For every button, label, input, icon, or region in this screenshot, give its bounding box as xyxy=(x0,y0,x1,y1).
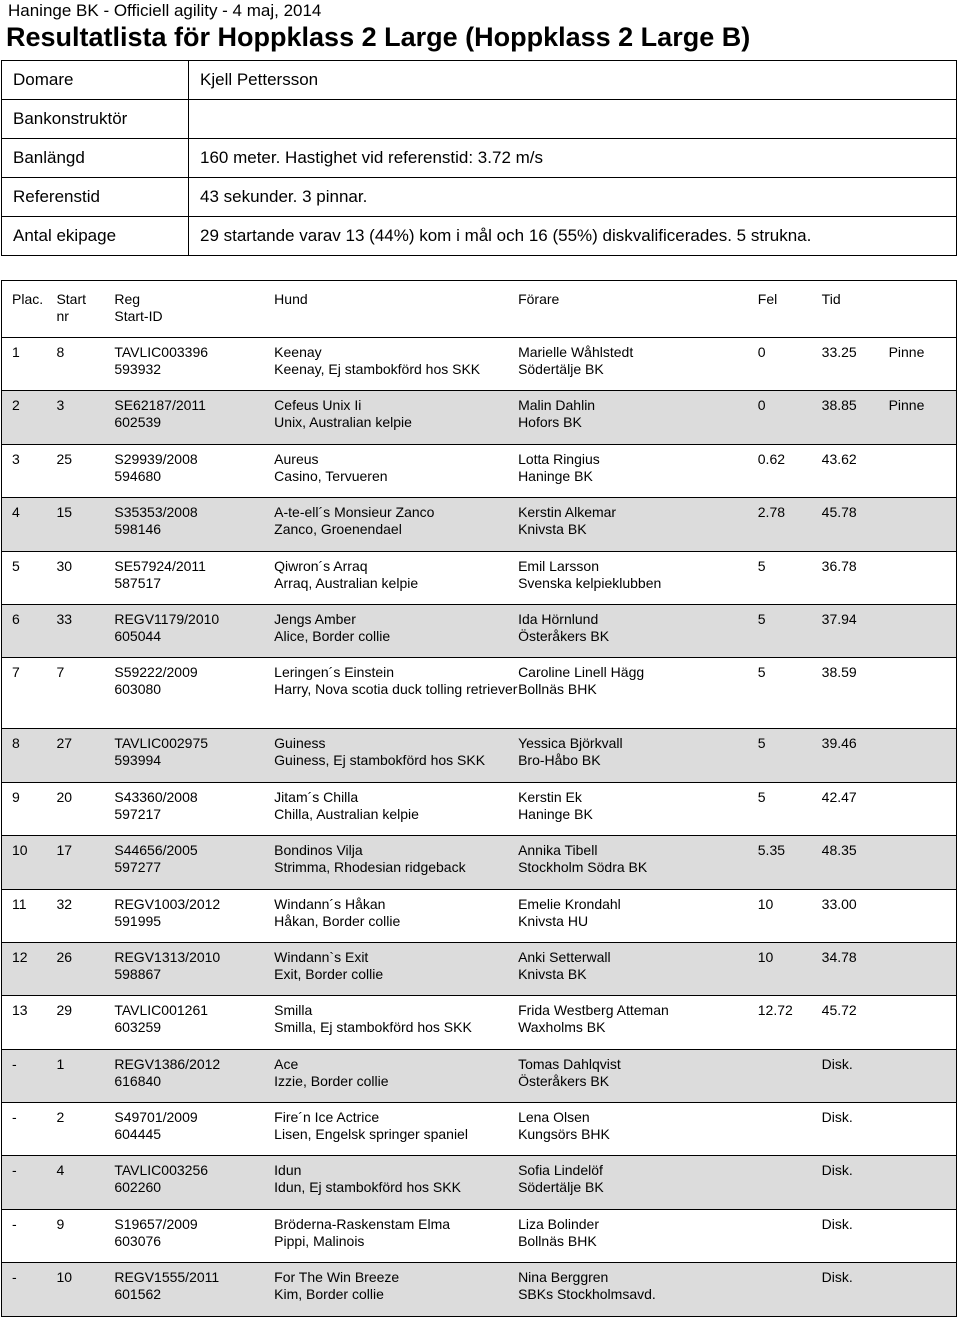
cell-plac: - xyxy=(2,1103,57,1156)
dog-name: Cefeus Unix Ii xyxy=(274,397,362,414)
cell-note xyxy=(889,782,957,835)
cell-fel: 0 xyxy=(758,338,822,391)
reg-number: REGV1555/2011 xyxy=(114,1269,220,1286)
col-header-tid: Tid xyxy=(822,281,889,338)
cell-fel: 5 xyxy=(758,782,822,835)
start-id: 603076 xyxy=(114,1232,162,1249)
cell-dog xyxy=(274,338,518,391)
col-header-note xyxy=(889,281,957,338)
cell-reg xyxy=(114,551,274,604)
start-id: 601562 xyxy=(114,1286,162,1303)
dog-name: Aureus xyxy=(274,450,319,467)
col-header-forare: Förare xyxy=(518,281,758,338)
cell-note xyxy=(889,1209,957,1262)
handler-name: Annika Tibell xyxy=(518,842,598,859)
cell-tid: Disk. xyxy=(822,1209,889,1262)
cell-start: 9 xyxy=(56,1209,114,1262)
dog-name: Idun xyxy=(274,1162,302,1179)
reg-number: S35353/2008 xyxy=(114,504,198,521)
reg-number: SE57924/2011 xyxy=(114,557,206,574)
cell-plac: - xyxy=(2,1263,57,1316)
cell-start: 2 xyxy=(56,1103,114,1156)
cell-tid: 48.35 xyxy=(822,836,889,889)
dog-details: Unix, Australian kelpie xyxy=(274,414,412,431)
start-id: 593932 xyxy=(114,361,162,377)
cell-note xyxy=(889,1103,957,1156)
reg-number: REGV1386/2012 xyxy=(114,1055,221,1072)
dog-details: Smilla, Ej stambokförd hos SKK xyxy=(274,1019,472,1036)
info-label: Referenstid xyxy=(2,178,189,217)
dog-name: Smilla xyxy=(274,1002,313,1019)
start-id: 602260 xyxy=(114,1179,162,1196)
dog-details: Exit, Border collie xyxy=(274,965,384,982)
cell-plac: 10 xyxy=(2,836,57,889)
dog-name: Bröderna-Raskenstam Elma xyxy=(274,1215,451,1232)
table-row xyxy=(2,338,957,391)
dog-name: Qiwron´s Arraq xyxy=(274,557,368,574)
cell-reg xyxy=(114,782,274,835)
cell-start: 27 xyxy=(56,729,114,782)
handler-name: Malin Dahlin xyxy=(518,397,596,414)
cell-start: 17 xyxy=(56,836,114,889)
table-row xyxy=(2,1049,957,1102)
info-label: Domare xyxy=(2,61,189,100)
cell-handler xyxy=(518,1103,758,1156)
dog-details: Harry, Nova scotia duck tolling retriever xyxy=(274,681,518,698)
handler-club: Waxholms BK xyxy=(518,1019,606,1036)
start-id: 603080 xyxy=(114,681,162,698)
info-value xyxy=(189,100,957,139)
cell-note xyxy=(889,729,957,782)
page-title: Resultatlista för Hoppklass 2 Large (Hoppklass 2 Large B) xyxy=(6,22,751,52)
handler-name: Lotta Ringius xyxy=(518,450,600,467)
table-row xyxy=(2,604,957,657)
dog-name: Jengs Amber xyxy=(274,610,356,627)
start-id: 594680 xyxy=(114,467,162,484)
handler-name: Kerstin Ek xyxy=(518,788,582,805)
cell-start: 15 xyxy=(56,498,114,551)
table-row xyxy=(2,1156,957,1209)
cell-reg xyxy=(114,1263,274,1316)
handler-name: Yessica Björkvall xyxy=(518,735,623,752)
cell-reg xyxy=(114,338,274,391)
cell-note: Pinne xyxy=(889,391,957,444)
cell-start: 25 xyxy=(56,444,114,497)
reg-number: S29939/2008 xyxy=(114,450,198,467)
cell-dog xyxy=(274,658,518,729)
reg-number: REGV1003/2012 xyxy=(114,895,221,912)
cell-plac: 11 xyxy=(2,889,57,942)
handler-name: Caroline Linell Hägg xyxy=(518,664,645,681)
cell-tid: 39.46 xyxy=(822,729,889,782)
dog-name: Keenay xyxy=(274,344,322,360)
dog-name: Windann´s Håkan xyxy=(274,895,386,912)
cell-reg xyxy=(114,1049,274,1102)
reg-number: S44656/2005 xyxy=(114,842,198,859)
dog-name: Ace xyxy=(274,1055,299,1072)
cell-handler xyxy=(518,782,758,835)
start-id: 593994 xyxy=(114,752,162,769)
cell-dog xyxy=(274,889,518,942)
cell-plac: 9 xyxy=(2,782,57,835)
cell-tid: Disk. xyxy=(822,1049,889,1102)
dog-details: Lisen, Engelsk springer spaniel xyxy=(274,1126,468,1143)
cell-dog xyxy=(274,1103,518,1156)
cell-reg xyxy=(114,996,274,1049)
cell-fel: 5 xyxy=(758,729,822,782)
cell-tid: 42.47 xyxy=(822,782,889,835)
cell-plac: 2 xyxy=(2,391,57,444)
handler-club: Bollnäs BHK xyxy=(518,1232,597,1249)
cell-start: 7 xyxy=(56,658,114,729)
cell-note xyxy=(889,1156,957,1209)
results-table xyxy=(1,280,957,1317)
cell-fel xyxy=(758,1103,822,1156)
info-value: Kjell Pettersson xyxy=(189,61,957,100)
competition-info-table xyxy=(1,60,957,256)
handler-name: Sofia Lindelöf xyxy=(518,1162,603,1179)
cell-dog xyxy=(274,1049,518,1102)
cell-tid: Disk. xyxy=(822,1263,889,1316)
cell-note: Pinne xyxy=(889,338,957,391)
cell-plac: 12 xyxy=(2,942,57,995)
handler-club: Österåkers BK xyxy=(518,627,610,644)
info-value: 160 meter. Hastighet vid referenstid: 3.72 m/s xyxy=(189,139,957,178)
start-id: 598867 xyxy=(114,965,162,982)
reg-number: SE62187/2011 xyxy=(114,397,206,414)
table-row xyxy=(2,889,957,942)
table-row xyxy=(2,444,957,497)
results-header-row xyxy=(2,281,957,338)
info-row xyxy=(2,100,957,139)
handler-club: Bro-Håbo BK xyxy=(518,752,601,769)
cell-handler xyxy=(518,604,758,657)
cell-start: 3 xyxy=(56,391,114,444)
cell-handler xyxy=(518,942,758,995)
handler-name: Anki Setterwall xyxy=(518,948,611,965)
cell-start: 1 xyxy=(56,1049,114,1102)
cell-note xyxy=(889,498,957,551)
dog-details: Idun, Ej stambokförd hos SKK xyxy=(274,1179,461,1196)
info-label: Banlängd xyxy=(2,139,189,178)
info-row xyxy=(2,178,957,217)
cell-dog xyxy=(274,391,518,444)
handler-name: Marielle Wåhlstedt xyxy=(518,344,634,360)
cell-dog xyxy=(274,729,518,782)
cell-plac: 6 xyxy=(2,604,57,657)
cell-tid: 33.25 xyxy=(822,338,889,391)
cell-handler xyxy=(518,889,758,942)
handler-club: Södertälje BK xyxy=(518,361,604,377)
dog-details: Keenay, Ej stambokförd hos SKK xyxy=(274,361,481,377)
cell-note xyxy=(889,444,957,497)
cell-dog xyxy=(274,1156,518,1209)
cell-dog xyxy=(274,942,518,995)
cell-handler xyxy=(518,498,758,551)
dog-name: Bondinos Vilja xyxy=(274,842,363,859)
cell-plac: 8 xyxy=(2,729,57,782)
handler-name: Frida Westberg Atteman xyxy=(518,1002,669,1019)
start-id: 587517 xyxy=(114,574,162,591)
cell-start: 33 xyxy=(56,604,114,657)
cell-fel: 2.78 xyxy=(758,498,822,551)
handler-club: Bollnäs BHK xyxy=(518,681,597,698)
dog-name: Windann`s Exit xyxy=(274,948,369,965)
start-id: 616840 xyxy=(114,1072,162,1089)
cell-dog xyxy=(274,1209,518,1262)
cell-fel: 12.72 xyxy=(758,996,822,1049)
start-id: 591995 xyxy=(114,912,162,929)
start-id: 604445 xyxy=(114,1126,162,1143)
cell-start: 20 xyxy=(56,782,114,835)
start-id: 597217 xyxy=(114,805,162,822)
cell-tid: 38.85 xyxy=(822,391,889,444)
cell-start: 26 xyxy=(56,942,114,995)
cell-dog xyxy=(274,604,518,657)
cell-plac: 3 xyxy=(2,444,57,497)
reg-number: S59222/2009 xyxy=(114,664,198,681)
cell-tid: 37.94 xyxy=(822,604,889,657)
dog-name: A-te-ell´s Monsieur Zanco xyxy=(274,504,435,521)
cell-reg xyxy=(114,1103,274,1156)
cell-note xyxy=(889,604,957,657)
cell-start: 29 xyxy=(56,996,114,1049)
cell-reg xyxy=(114,604,274,657)
cell-plac: 7 xyxy=(2,658,57,729)
cell-reg xyxy=(114,498,274,551)
cell-plac: 5 xyxy=(2,551,57,604)
dog-details: Pippi, Malinois xyxy=(274,1232,365,1249)
handler-name: Emil Larsson xyxy=(518,557,599,574)
handler-name: Emelie Krondahl xyxy=(518,895,621,912)
event-subtitle: Haninge BK - Officiell agility - 4 maj, 2014 xyxy=(8,1,322,20)
cell-reg xyxy=(114,942,274,995)
handler-club: Hofors BK xyxy=(518,414,582,431)
cell-tid: 45.72 xyxy=(822,996,889,1049)
cell-start: 10 xyxy=(56,1263,114,1316)
handler-club: Österåkers BK xyxy=(518,1072,610,1089)
cell-dog xyxy=(274,782,518,835)
cell-reg xyxy=(114,729,274,782)
cell-note xyxy=(889,996,957,1049)
cell-dog xyxy=(274,498,518,551)
handler-club: Knivsta BK xyxy=(518,965,587,982)
cell-fel xyxy=(758,1263,822,1316)
handler-club: Kungsörs BHK xyxy=(518,1126,610,1143)
cell-fel: 5 xyxy=(758,604,822,657)
start-id: 602539 xyxy=(114,414,162,431)
cell-fel xyxy=(758,1049,822,1102)
cell-handler xyxy=(518,444,758,497)
dog-details: Zanco, Groenendael xyxy=(274,521,402,538)
cell-handler xyxy=(518,551,758,604)
cell-plac: 4 xyxy=(2,498,57,551)
cell-plac: 1 xyxy=(2,338,57,391)
handler-name: Liza Bolinder xyxy=(518,1215,599,1232)
handler-club: Knivsta BK xyxy=(518,521,587,538)
handler-club: Haninge BK xyxy=(518,467,593,484)
cell-tid: 38.59 xyxy=(822,658,889,729)
table-row xyxy=(2,1209,957,1262)
table-row xyxy=(2,996,957,1049)
cell-handler xyxy=(518,996,758,1049)
info-label: Bankonstruktör xyxy=(2,100,189,139)
cell-plac: - xyxy=(2,1209,57,1262)
handler-club: Södertälje BK xyxy=(518,1179,604,1196)
reg-number: TAVLIC003396 xyxy=(114,344,209,360)
dog-details: Guiness, Ej stambokförd hos SKK xyxy=(274,752,486,769)
cell-fel xyxy=(758,1156,822,1209)
col-header-fel: Fel xyxy=(758,281,822,338)
dog-details: Casino, Tervueren xyxy=(274,467,388,484)
cell-tid: 34.78 xyxy=(822,942,889,995)
table-row xyxy=(2,498,957,551)
cell-plac: - xyxy=(2,1049,57,1102)
handler-club: Knivsta HU xyxy=(518,912,589,929)
dog-details: Kim, Border collie xyxy=(274,1286,384,1303)
table-row xyxy=(2,782,957,835)
info-label: Antal ekipage xyxy=(2,217,189,256)
cell-handler xyxy=(518,391,758,444)
cell-start: 30 xyxy=(56,551,114,604)
reg-number: S49701/2009 xyxy=(114,1109,198,1126)
table-row xyxy=(2,729,957,782)
reg-number: TAVLIC003256 xyxy=(114,1162,209,1179)
cell-fel xyxy=(758,1209,822,1262)
cell-fel: 10 xyxy=(758,942,822,995)
reg-number: REGV1179/2010 xyxy=(114,610,220,627)
col-header-start: Start nr xyxy=(56,281,114,338)
table-row xyxy=(2,551,957,604)
cell-handler xyxy=(518,1156,758,1209)
dog-details: Alice, Border collie xyxy=(274,627,391,644)
cell-fel: 0.62 xyxy=(758,444,822,497)
cell-note xyxy=(889,1049,957,1102)
cell-handler xyxy=(518,1049,758,1102)
dog-details: Izzie, Border collie xyxy=(274,1072,389,1089)
cell-tid: 33.00 xyxy=(822,889,889,942)
handler-name: Kerstin Alkemar xyxy=(518,504,617,521)
cell-fel: 10 xyxy=(758,889,822,942)
cell-tid: 45.78 xyxy=(822,498,889,551)
handler-club: SBKs Stockholmsavd. xyxy=(518,1286,656,1303)
handler-name: Tomas Dahlqvist xyxy=(518,1055,621,1072)
reg-number: S19657/2009 xyxy=(114,1215,198,1232)
cell-start: 32 xyxy=(56,889,114,942)
cell-note xyxy=(889,1263,957,1316)
start-id: 597277 xyxy=(114,859,162,876)
cell-note xyxy=(889,836,957,889)
info-row xyxy=(2,139,957,178)
cell-fel: 5 xyxy=(758,551,822,604)
table-row xyxy=(2,391,957,444)
reg-number: S43360/2008 xyxy=(114,788,198,805)
reg-number: REGV1313/2010 xyxy=(114,948,221,965)
cell-reg xyxy=(114,1209,274,1262)
cell-reg xyxy=(114,1156,274,1209)
info-value: 43 sekunder. 3 pinnar. xyxy=(189,178,957,217)
col-header-plac: Plac. xyxy=(2,281,57,338)
cell-handler xyxy=(518,658,758,729)
cell-fel: 5.35 xyxy=(758,836,822,889)
cell-dog xyxy=(274,444,518,497)
handler-name: Lena Olsen xyxy=(518,1109,590,1126)
handler-club: Svenska kelpieklubben xyxy=(518,574,662,591)
table-row xyxy=(2,1103,957,1156)
cell-tid: Disk. xyxy=(822,1103,889,1156)
dog-details: Strimma, Rhodesian ridgeback xyxy=(274,859,466,876)
cell-dog xyxy=(274,551,518,604)
cell-reg xyxy=(114,836,274,889)
reg-number: TAVLIC001261 xyxy=(114,1002,209,1019)
info-row xyxy=(2,217,957,256)
handler-club: Haninge BK xyxy=(518,805,593,822)
cell-reg xyxy=(114,658,274,729)
table-row xyxy=(2,942,957,995)
cell-note xyxy=(889,942,957,995)
cell-start: 8 xyxy=(56,338,114,391)
cell-reg xyxy=(114,444,274,497)
table-row xyxy=(2,836,957,889)
cell-note xyxy=(889,658,957,729)
start-id: 598146 xyxy=(114,521,162,538)
cell-tid: 43.62 xyxy=(822,444,889,497)
cell-dog xyxy=(274,996,518,1049)
col-header-reg: Reg Start-ID xyxy=(114,281,274,338)
handler-club: Stockholm Södra BK xyxy=(518,859,648,876)
info-value: 29 startande varav 13 (44%) kom i mål och 16 (55%) diskvalificerades. 5 strukna. xyxy=(189,217,957,256)
handler-name: Ida Hörnlund xyxy=(518,610,599,627)
cell-handler xyxy=(518,1209,758,1262)
dog-name: For The Win Breeze xyxy=(274,1269,400,1286)
table-row xyxy=(2,1263,957,1316)
start-id: 603259 xyxy=(114,1019,162,1036)
cell-handler xyxy=(518,338,758,391)
handler-name: Nina Berggren xyxy=(518,1269,609,1286)
cell-fel: 0 xyxy=(758,391,822,444)
cell-fel: 5 xyxy=(758,658,822,729)
table-row xyxy=(2,658,957,729)
col-header-hund: Hund xyxy=(274,281,518,338)
cell-dog xyxy=(274,1263,518,1316)
cell-handler xyxy=(518,836,758,889)
cell-plac: - xyxy=(2,1156,57,1209)
cell-dog xyxy=(274,836,518,889)
reg-number: TAVLIC002975 xyxy=(114,735,209,752)
info-row xyxy=(2,61,957,100)
cell-plac: 13 xyxy=(2,996,57,1049)
cell-start: 4 xyxy=(56,1156,114,1209)
cell-handler xyxy=(518,729,758,782)
dog-name: Fire´n Ice Actrice xyxy=(274,1109,380,1126)
dog-details: Arraq, Australian kelpie xyxy=(274,574,419,591)
cell-reg xyxy=(114,391,274,444)
dog-details: Chilla, Australian kelpie xyxy=(274,805,419,822)
cell-tid: Disk. xyxy=(822,1156,889,1209)
cell-tid: 36.78 xyxy=(822,551,889,604)
dog-name: Jitam´s Chilla xyxy=(274,788,359,805)
dog-details: Håkan, Border collie xyxy=(274,912,401,929)
dog-name: Guiness xyxy=(274,735,326,752)
cell-reg xyxy=(114,889,274,942)
start-id: 605044 xyxy=(114,627,162,644)
cell-note xyxy=(889,889,957,942)
cell-handler xyxy=(518,1263,758,1316)
cell-note xyxy=(889,551,957,604)
dog-name: Leringen´s Einstein xyxy=(274,664,395,681)
